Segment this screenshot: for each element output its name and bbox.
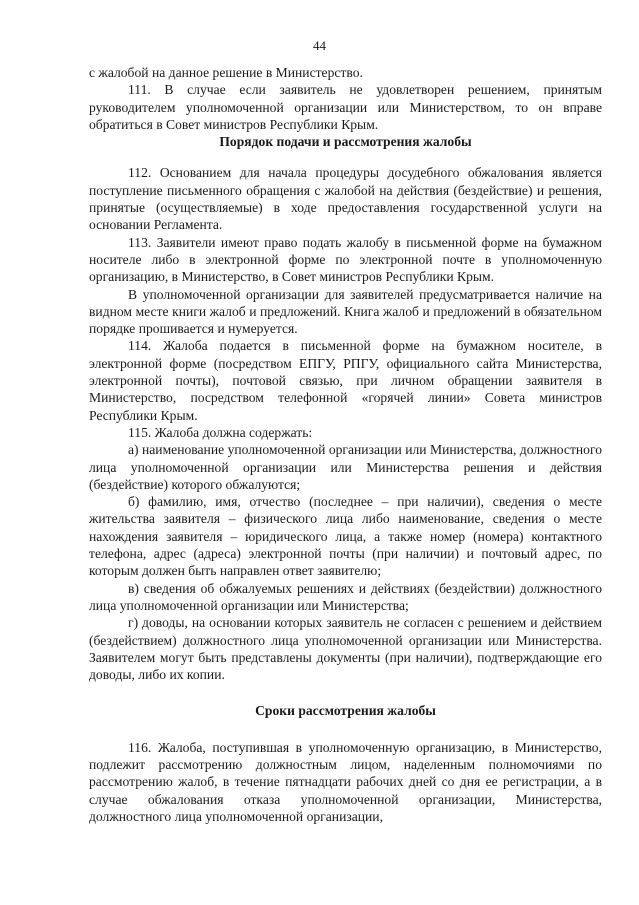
paragraph-114: 114. Жалоба подается в письменной форме на бумажном носителе, в электронной форме (посредством ЕПГУ, РПГУ, официального сайта Министерства, электронной почты), почтовой связью, при личном обращении заявителя в Министерство, посредством телефонной «горячей линии» Совета министров Республики Крым. xyxy=(89,338,602,423)
section-heading-complaint-procedure: Порядок подачи и рассмотрения жалобы xyxy=(219,134,472,150)
paragraph-113-complaint-book: В уполномоченной организации для заявителей предусматривается наличие на видном месте книги жалоб и предложений. Книга жалоб и предложений в обязательном порядке прошивается и нумеруется. xyxy=(89,286,602,337)
paragraph-115-b: б) фамилию, имя, отчество (последнее – при наличии), сведения о месте жительства заявителя – физического лица либо наименование, сведения о месте нахождения заявителя – юридического лица, а также номер (номера) контактного телефона, адрес (адреса) электронной почты (при наличии) и почтовый адрес, по которым должен быть направлен ответ заявителю; xyxy=(89,494,602,579)
paragraph-115: 115. Жалоба должна содержать: xyxy=(128,424,313,440)
page-number: 44 xyxy=(313,38,326,53)
paragraph-111: 111. В случае если заявитель не удовлетворен решением, принятым руководителем уполномоченной организации или Министерством, то он вправе обратиться в Совет министров Республики Крым. xyxy=(89,82,602,132)
paragraph-116: 116. Жалоба, поступившая в уполномоченную организацию, в Министерство, подлежит рассмотрению должностным лицом, наделенным полномочиями по рассмотрению жалоб, в течение пятнадцати рабочих дней со дня ее регистрации, а в случае обжалования отказа уполномоченной организации, Министерства, должностного лица уполномоченной организации, xyxy=(89,739,602,824)
paragraph-continuation: с жалобой на данное решение в Министерство. xyxy=(89,65,363,80)
paragraph-112: 112. Основанием для начала процедуры досудебного обжалования является поступление письменного обращения с жалобой на действия (бездействие) и решения, принятые (осуществляемые) в ходе предоставления государственной услуги на основании Регламента. xyxy=(89,165,602,233)
paragraph-113: 113. Заявители имеют право подать жалобу в письменной форме на бумажном носителе либо в электронной форме по электронной почте в уполномоченную организацию, в Министерство, в Совет министров Республики Крым. xyxy=(89,234,602,285)
spacer xyxy=(89,683,602,702)
paragraph-115-v: в) сведения об обжалуемых решениях и действиях (бездействии) должностного лица уполномоченной организации или Министерства; xyxy=(89,580,602,613)
document-body xyxy=(89,64,602,825)
section-heading-review-terms: Сроки рассмотрения жалобы xyxy=(255,703,436,719)
spacer xyxy=(89,150,602,164)
paragraph-115-g: г) доводы, на основании которых заявитель не согласен с решением и действием (бездействием) должностного лица уполномоченной организации или Министерства. Заявителем могут быть представлены документы (при наличии), подтверждающие его доводы, либо их копии. xyxy=(89,615,602,683)
paragraph-115-a: а) наименование уполномоченной организации или Министерства, должностного лица уполномоченной организации или Министерства решения и действия (бездействие) которого обжалуются; xyxy=(89,442,602,492)
spacer xyxy=(89,720,602,739)
